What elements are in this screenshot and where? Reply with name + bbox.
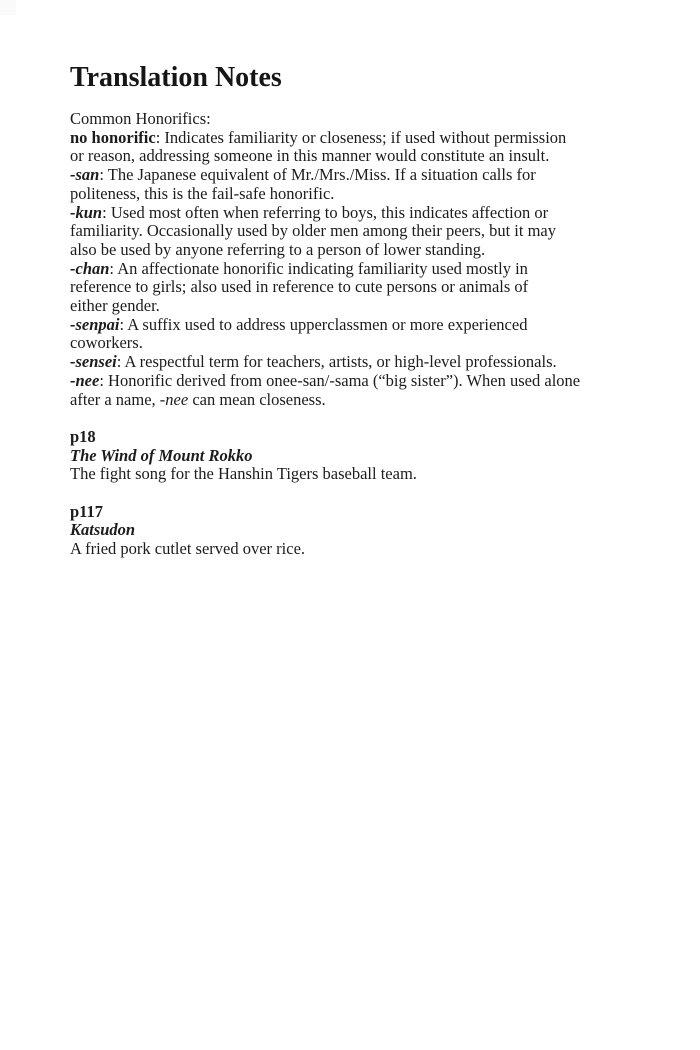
- honorific-line: or reason, addressing someone in this manner would constitute an insult.: [70, 146, 550, 166]
- honorific-line: after a name, -nee can mean closeness.: [70, 389, 326, 409]
- term-title: The Wind of Mount Rokko: [70, 445, 253, 465]
- note-section-p117: [70, 503, 680, 559]
- page-ref: p117: [70, 501, 104, 521]
- honorific-line: -san: The Japanese equivalent of Mr./Mrs./Miss. If a situation calls for: [70, 165, 536, 185]
- honorific-line: -sensei: A respectful term for teachers, artists, or high-level professionals.: [70, 352, 557, 372]
- honorific-line: either gender.: [70, 296, 160, 316]
- honorific-line: coworkers.: [70, 333, 143, 353]
- note-section-p18: [70, 428, 680, 484]
- term-title: Katsudon: [70, 520, 136, 540]
- page-ref: p18: [70, 426, 96, 446]
- term-definition: A fried pork cutlet served over rice.: [70, 539, 306, 559]
- notes-body: [70, 110, 680, 559]
- term-definition: The fight song for the Hanshin Tigers baseball team.: [70, 464, 417, 484]
- honorific-line: -nee: Honorific derived from onee-san/-sama (“big sister”). When used alone: [70, 370, 581, 390]
- honorific-line: -chan: An affectionate honorific indicating familiarity used mostly in: [70, 258, 528, 278]
- scan-artifact-mark: [0, 0, 16, 15]
- honorifics-list: [70, 110, 680, 409]
- page-title: Translation Notes: [70, 62, 282, 93]
- honorific-line: -kun: Used most often when referring to boys, this indicates affection or: [70, 202, 549, 222]
- honorific-line: also be used by anyone referring to a person of lower standing.: [70, 239, 486, 259]
- honorific-line: familiarity. Occasionally used by older men among their peers, but it may: [70, 221, 557, 241]
- honorific-line: reference to girls; also used in reference to cute persons or animals of: [70, 277, 529, 297]
- honorific-line: politeness, this is the fail-safe honorific.: [70, 183, 335, 203]
- honorific-line: -senpai: A suffix used to address upperclassmen or more experienced: [70, 314, 528, 334]
- honorific-line: no honorific: Indicates familiarity or closeness; if used without permission: [70, 127, 567, 147]
- honorific-line: Common Honorifics:: [70, 109, 211, 128]
